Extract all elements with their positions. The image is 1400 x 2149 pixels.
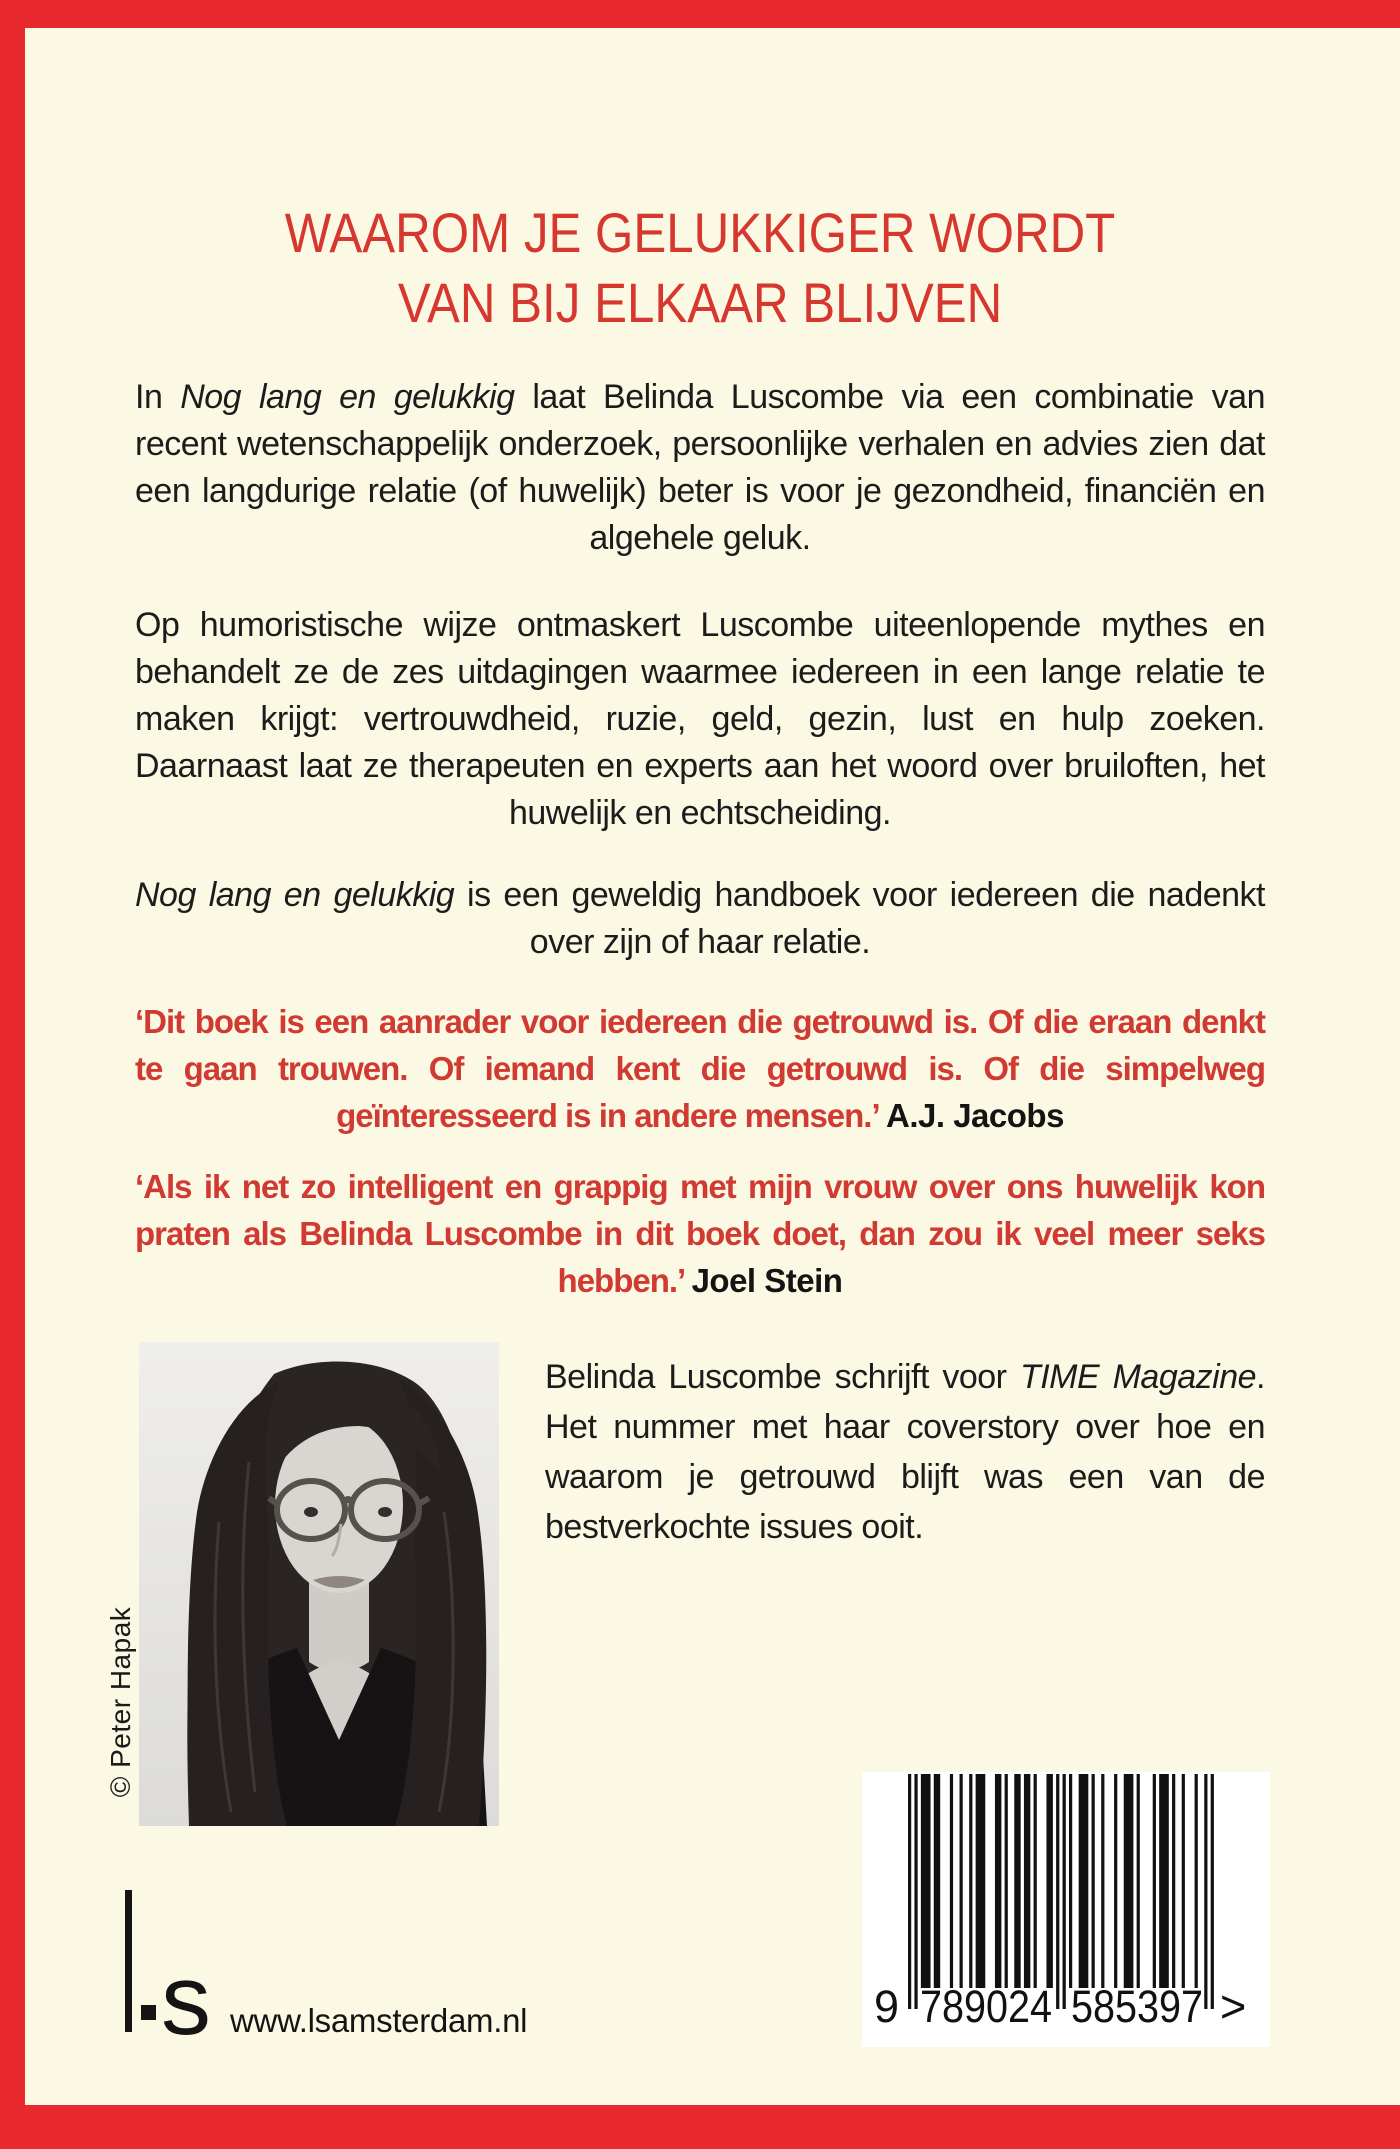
quote-jacobs-attribution: A.J. Jacobs [886,1097,1064,1134]
logo-dot [141,2005,156,2020]
isbn-group-1: 789024 [920,1981,1052,2032]
author-photo-illustration [139,1342,499,1826]
quote-jacobs-text: ‘Dit boek is een aanrader voor iedereen die getrouwd is. Of die eraan denkt te gaan trouwen. Of iemand kent die getrouwd is. Of die simpelweg geïnteresseerd is in andere mensen.’ [135,1003,1265,1134]
quote-stein-attribution: Joel Stein [691,1262,843,1299]
cover-border-bottom [0,2105,1400,2149]
barcode-arrow-icon: > [1220,1981,1247,2032]
author-photo [139,1342,499,1826]
author-bio-pre: Belinda Luscombe schrijft voor [545,1358,1020,1396]
barcode [862,1772,1270,2047]
cover-border-left [0,0,25,2149]
cover-border-top [0,0,1400,28]
isbn-digit-lead: 9 [874,1981,900,2032]
headline-line-1: WAAROM JE GELUKKIGER WORDT [284,201,1116,264]
quote-jacobs [135,998,1265,1139]
quote-stein-text: ‘Als ik net zo intelligent en grappig met mijn vrouw over ons huwelijk kon praten als Belinda Luscombe in dit boek doet, dan zou ik veel meer seks hebben.’ [135,1168,1265,1299]
paragraph-handbook-rest: is een geweldig handboek voor iedereen die nadenkt over zijn of haar relatie. [454,876,1265,961]
headline [106,198,1294,338]
logo-s: s [161,1944,211,2056]
paragraph-intro [135,374,1265,562]
publisher-website: www.lsamsterdam.nl [230,2002,528,2039]
barcode-svg [862,1772,1270,2047]
author-bio [545,1352,1265,1552]
time-magazine-italic: TIME Magazine [1019,1358,1257,1396]
author-bio-rest: . Het nummer met haar coverstory over hoe en waarom je getrouwd blijft was een van de bestverkochte issues ooit. [545,1358,1265,1546]
quote-stein [135,1163,1265,1304]
isbn-group-2: 585397 [1071,1981,1203,2032]
paragraph-intro-rest: laat Belinda Luscombe via een combinatie van recent wetenschappelijk onderzoek, persoonlijke verhalen en advies zien dat een langdurige relatie (of huwelijk) beter is voor je gezondheid, financiën en algehele geluk. [135,378,1265,557]
headline-line-2: VAN BIJ ELKAAR BLIJVEN [397,271,1003,334]
logo-l-bar [125,1890,132,2032]
photo-credit: © Peter Hapak [105,1606,136,1798]
paragraph-handbook [135,872,1265,966]
paragraph-intro-pre: In [135,378,181,416]
book-title-italic: Nog lang en gelukkig [180,378,515,416]
publisher-logo [125,1890,225,2056]
book-title-italic: Nog lang en gelukkig [135,876,455,914]
barcode-bars [908,1774,1214,2009]
paragraph-themes: Op humoristische wijze ontmaskert Luscombe uiteenlopende mythes en behandelt ze de zes uitdagingen waarmee iedereen in een lange relatie te maken krijgt: vertrouwdheid, ruzie, geld, gezin, lust en hulp zoeken. Daarnaast laat ze therapeuten en experts aan het woord over bruiloften, het huwelijk en echtscheiding. [135,606,1265,832]
